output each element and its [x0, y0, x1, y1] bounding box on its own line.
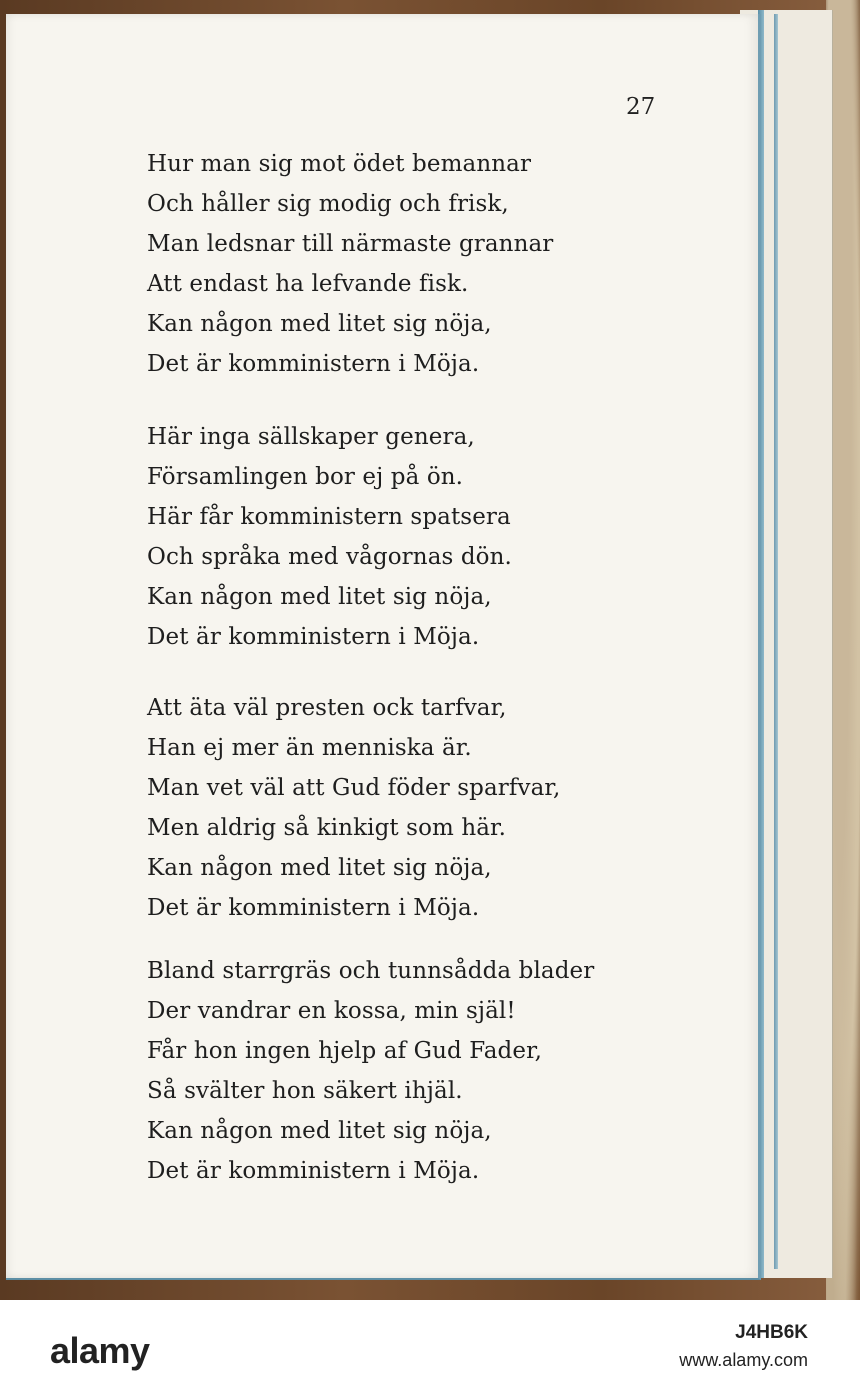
verse-line: Man vet väl att Gud föder sparfvar, [147, 775, 561, 801]
verse-line: Kan någon med litet sig nöja, [147, 855, 492, 881]
page-number: 27 [626, 94, 656, 120]
verse-line: Så svälter hon säkert ihjäl. [147, 1078, 463, 1104]
stanza [147, 688, 560, 928]
verse-line: Här inga sällskaper genera, [147, 424, 475, 450]
verse-line: Och håller sig modig och frisk, [147, 191, 509, 217]
site-url: www.alamy.com [679, 1350, 808, 1370]
stanza [147, 951, 594, 1191]
verse-line: Han ej mer än menniska är. [147, 735, 472, 761]
alamy-logo: alamy [50, 1330, 150, 1371]
verse-line: Församlingen bor ej på ön. [147, 464, 464, 490]
verse-line: Det är komministern i Möja. [147, 624, 480, 650]
verse-line: Får hon ingen hjelp af Gud Fader, [147, 1038, 543, 1064]
verse-line: Det är komministern i Möja. [147, 351, 480, 377]
stanza [147, 144, 553, 384]
verse-line: Kan någon med litet sig nöja, [147, 584, 492, 610]
verse-line: Men aldrig så kinkigt som här. [147, 815, 507, 841]
verse-line: Att endast ha lefvande fisk. [147, 271, 469, 297]
book-page [6, 14, 761, 1280]
verse-line: Hur man sig mot ödet bemannar [147, 151, 532, 177]
verse-line: Der vandrar en kossa, min själ! [147, 998, 516, 1024]
verse-line: Det är komministern i Möja. [147, 895, 480, 921]
verse-line: Bland starrgräs och tunnsådda blader [147, 958, 595, 984]
verse-line: Här får komministern spatsera [147, 504, 511, 530]
verse-line: Det är komministern i Möja. [147, 1158, 480, 1184]
verse-line: Kan någon med litet sig nöja, [147, 311, 492, 337]
stanza [147, 417, 512, 657]
verse-line: Man ledsnar till närmaste grannar [147, 231, 554, 257]
stock-footer [0, 1300, 860, 1390]
image-id: J4HB6K [735, 1322, 808, 1343]
verse-line: Och språka med vågornas dön. [147, 544, 512, 570]
verse-line: Att äta väl presten ock tarfvar, [147, 695, 507, 721]
verse-line: Kan någon med litet sig nöja, [147, 1118, 492, 1144]
